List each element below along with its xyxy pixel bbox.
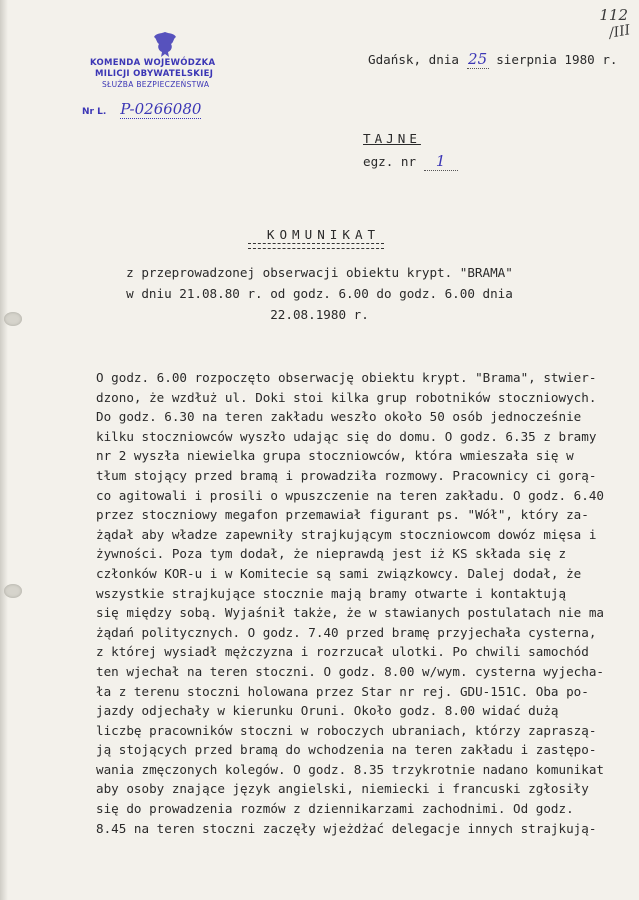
stamp-line-1: KOMENDA WOJEWÓDZKA <box>90 58 216 68</box>
body-line: ła z terenu stoczni holowana przez Star nr rej. GDU-151C. Oba po- <box>96 683 589 699</box>
registration-number-value: P-0266080 <box>120 100 202 118</box>
report-body <box>96 368 616 838</box>
month-year: sierpnia 1980 r. <box>496 52 618 67</box>
official-stamp <box>82 44 240 126</box>
body-line: przez stoczniowy megafon przemawiał figurant ps. "Wół", który za- <box>96 507 589 523</box>
body-line: ten wjechał na teren stoczni. O godz. 8.00 w/wym. cysterna wyjecha- <box>96 663 604 679</box>
body-line: wszystkie strajkujące stocznie mają bramy otwarte i kontaktują <box>96 585 567 601</box>
body-line: aby osoby znające język angielski, niemiecki i francuski zgłosiły <box>96 781 589 797</box>
body-line: żywności. Poza tym dodał, że nieprawdą jest iż KS składa się z <box>96 546 567 562</box>
body-line: tłum stojący przed bramą i prowadziła rozmowy. Pracownicy ci gorą- <box>96 467 597 483</box>
body-line: 8.45 na teren stoczni zaczęły wjeżdżać delegacje innych strajkują- <box>96 820 597 836</box>
classification-block <box>363 131 458 171</box>
title-double-underline <box>248 243 384 249</box>
body-line: kilku stoczniowców wyszło udając się do domu. O godz. 6.35 z bramy <box>96 428 597 444</box>
subtitle-line: z przeprowadzonej obserwacji obiektu krypt. "BRAMA" <box>126 265 513 280</box>
body-line: się do prowadzenia rozmów z dziennikarzami zachodnimi. Od godz. <box>96 801 574 817</box>
body-line: z której wysiadł mężczyzna i rozrzucał ulotki. Po chwili samochód <box>96 644 589 660</box>
folio-mark: /III <box>607 22 632 42</box>
stamp-line-3: SŁUŻBA BEZPIECZEŃSTWA <box>102 80 210 89</box>
body-line: się między sobą. Wyjaśnił także, że w stawianych postulatach nie ma <box>96 605 604 621</box>
body-line: członków KOR-u i w Komitecie są sami związkowcy. Dalej dodał, że <box>96 565 582 581</box>
body-line: żądał aby władze zapewniły strajkującym stoczniowcom dowóz mięsa i <box>96 526 597 542</box>
body-line: jazdy odjechały w kierunku Oruni. Około godz. 8.00 widać dużą <box>96 703 559 719</box>
body-line: O godz. 6.00 rozpoczęto obserwację obiektu krypt. "Brama", stwier- <box>96 370 597 385</box>
subtitle-line: w dniu 21.08.80 r. od godz. 6.00 do godz. 6.00 dnia <box>126 286 513 301</box>
page-edge-shadow <box>0 0 8 900</box>
handwritten-copy-number: 1 <box>424 152 458 171</box>
subtitle-line: 22.08.1980 r. <box>270 307 369 322</box>
classification-label: TAJNE <box>363 131 421 146</box>
copy-prefix: egz. nr <box>363 154 417 169</box>
document-title: KOMUNIKAT <box>266 227 381 242</box>
folio-number <box>588 6 632 52</box>
stamp-line-2: MILICJI OBYWATELSKIEJ <box>95 69 214 79</box>
registration-number <box>82 100 201 118</box>
place-prefix: Gdańsk, dnia <box>368 52 459 67</box>
handwritten-day: 25 <box>468 50 488 68</box>
copy-number-line <box>363 152 458 171</box>
body-line: ją stojących przed bramą do wchodzenia na teren zakładu i zastępo- <box>96 742 597 758</box>
eagle-seal-icon <box>150 30 180 60</box>
body-line: wania zmęczonych kolegów. O godz. 8.35 trzykrotnie nadano komunikat <box>96 761 604 777</box>
body-line: dzono, że wzdłuż ul. Doki stoi kilka grup robotników stoczniowych. <box>96 389 597 405</box>
body-line: Do godz. 6.30 na teren zakładu weszło około 50 osób jednocześnie <box>96 409 582 425</box>
body-line: nr 2 wyszła niewielka grupa stoczniowców, która wmieszała się w <box>96 448 574 464</box>
place-and-date <box>368 50 618 69</box>
body-line: co agitowali i prosili o wpuszczenie na teren zakładu. O godz. 6.40 <box>96 487 604 503</box>
punch-hole-bottom <box>4 584 22 598</box>
body-line: liczbę pracowników stoczni w roboczych ubraniach, którzy zapraszą- <box>96 722 597 738</box>
folio-number-value: 112 <box>599 6 628 24</box>
registration-prefix: Nr L. <box>82 107 107 117</box>
document-subtitle <box>0 262 639 325</box>
body-line: żądań politycznych. O godz. 7.40 przed bramę przyjechała cysterna, <box>96 624 597 640</box>
